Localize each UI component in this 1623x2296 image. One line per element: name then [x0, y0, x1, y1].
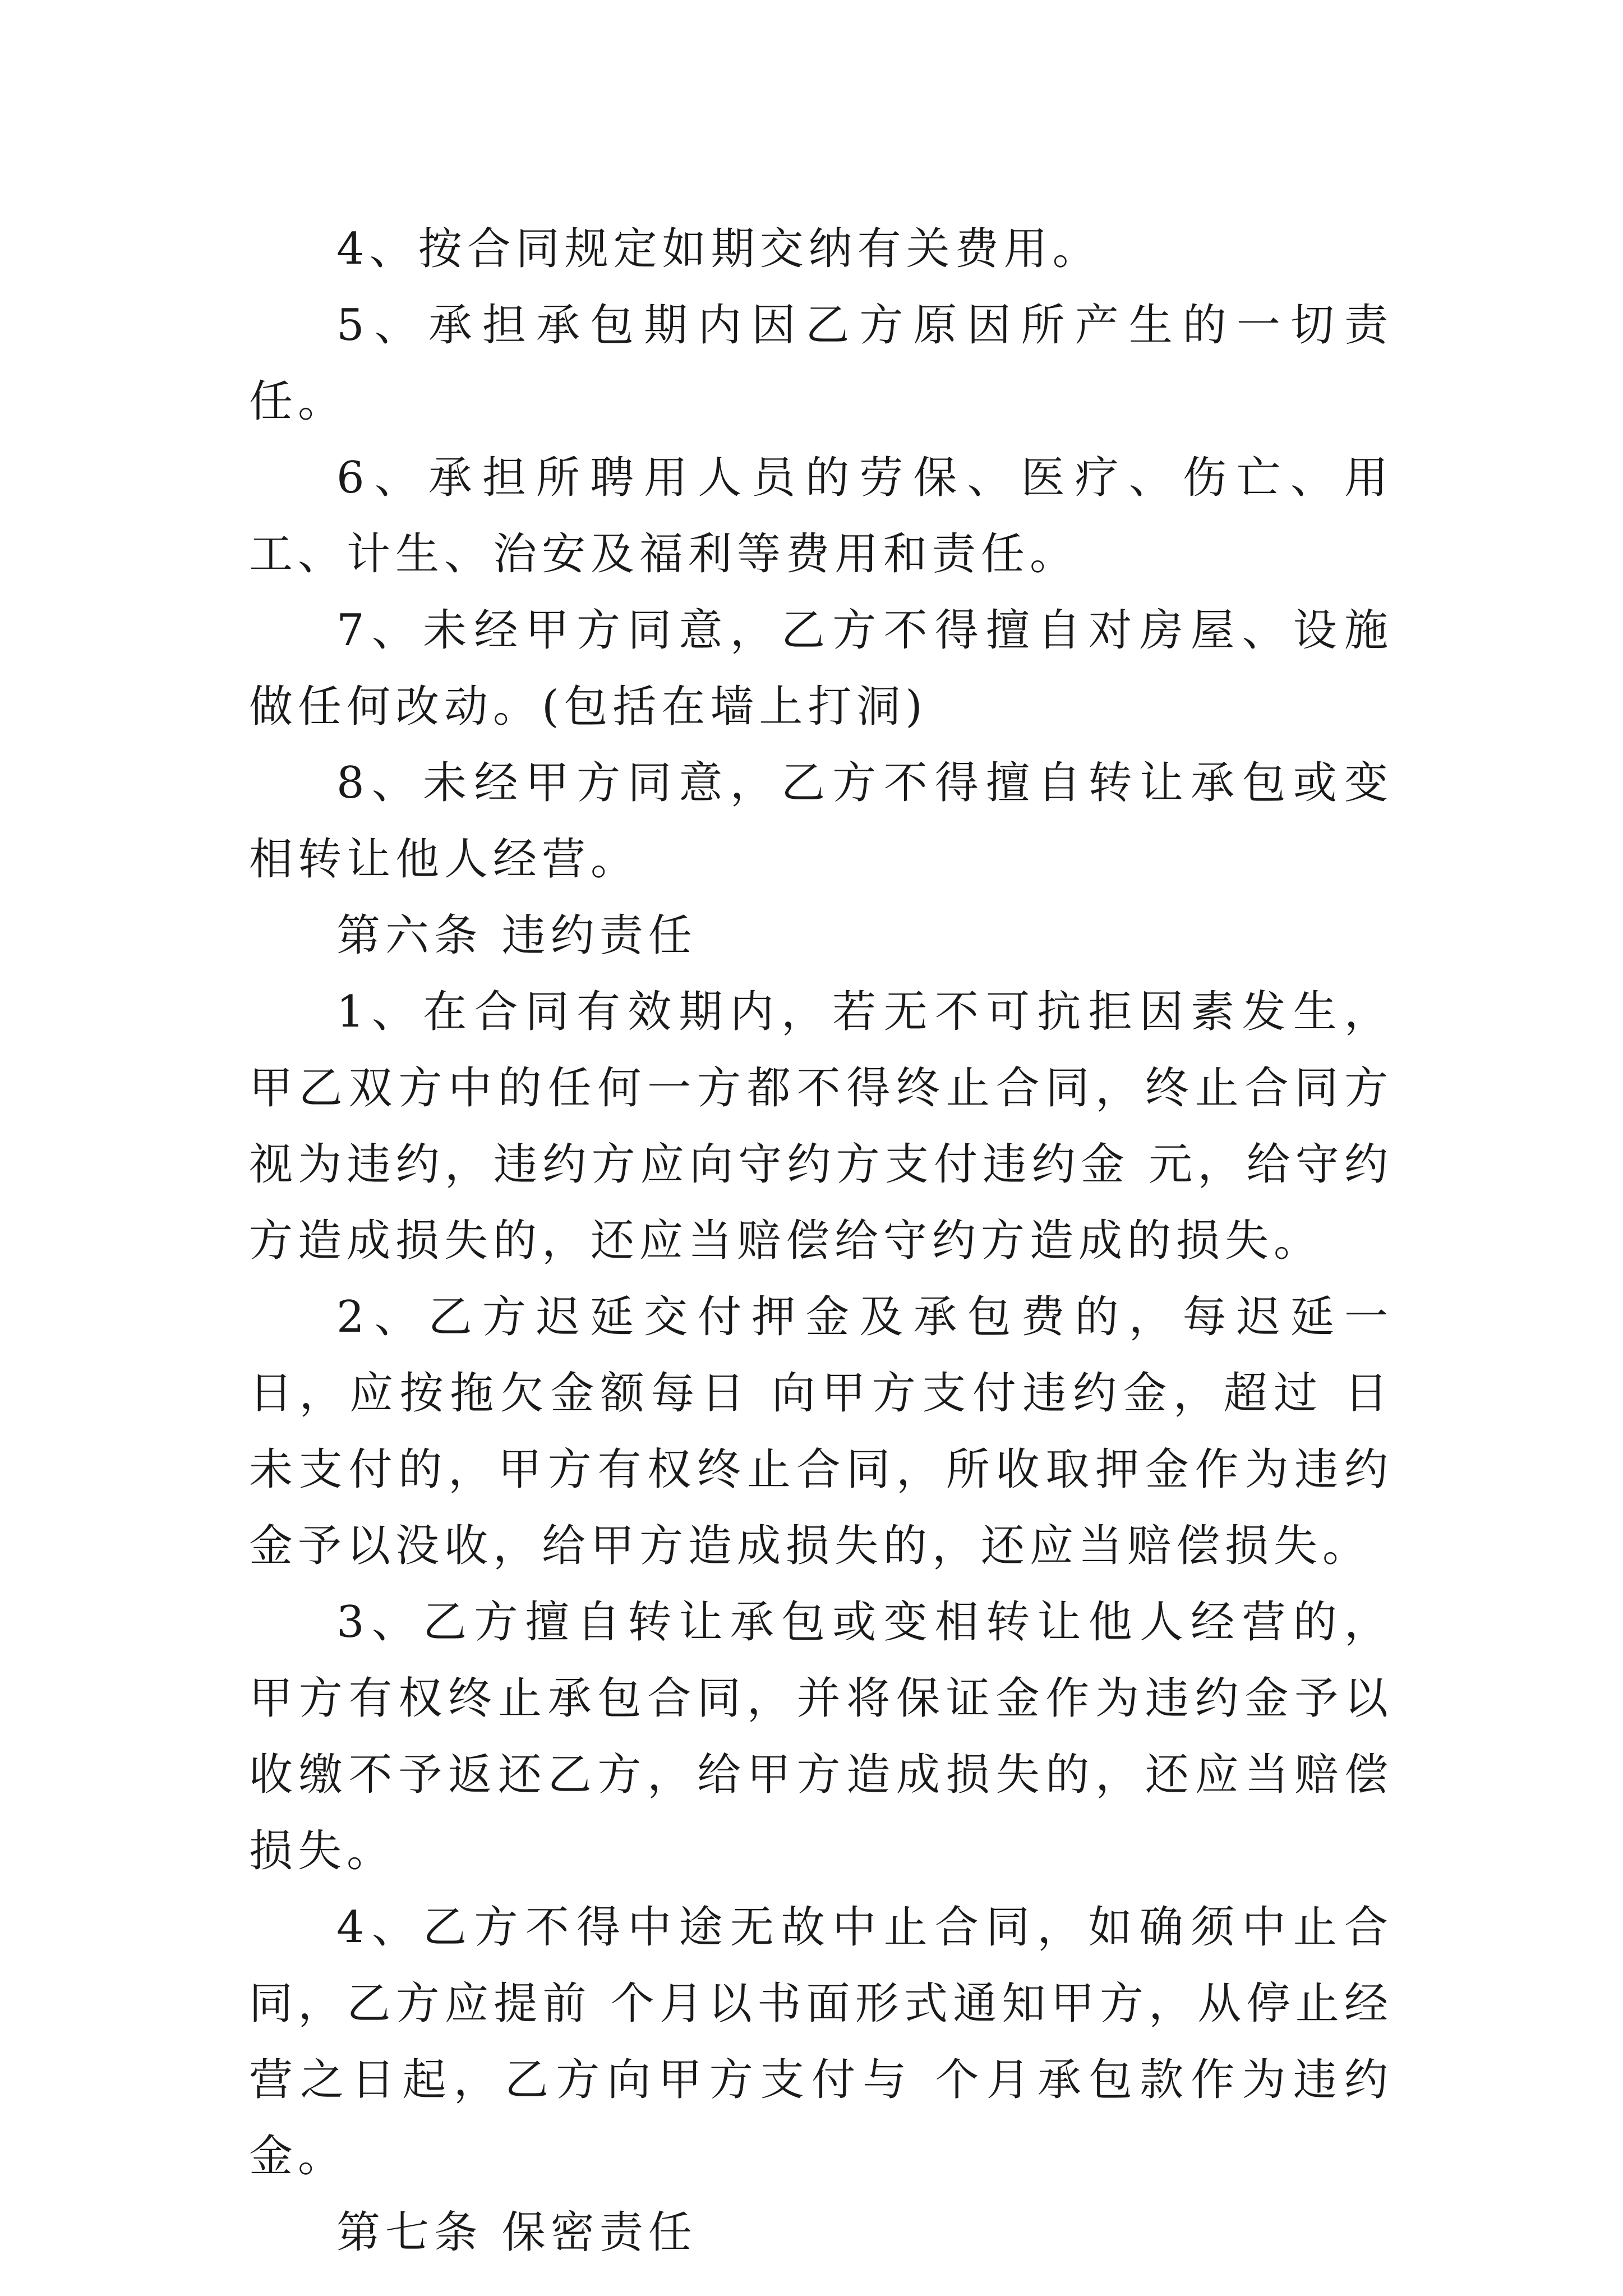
- breach-clause-3: 3、乙方擅自转让承包或变相转让他人经营的，甲方有权终止承包合同，并将保证金作为违约金予以收缴不予返还乙方，给甲方造成损失的，还应当赔偿损失。: [249, 1597, 1393, 1876]
- article-6-heading: 第六条 违约责任: [336, 910, 697, 961]
- clause-5-liability: 5、承担承包期内因乙方原因所产生的一切责任。: [249, 300, 1393, 427]
- article-7-heading: 第七条 保密责任: [336, 2207, 697, 2258]
- clause-7-no-alteration: 7、未经甲方同意，乙方不得擅自对房屋、设施做任何改动。(包括在墙上打洞): [249, 605, 1393, 732]
- clause-6-staff-costs: 6、承担所聘用人员的劳保、医疗、伤亡、用工、计生、治安及福利等费用和责任。: [249, 453, 1393, 579]
- clause-4-fees: 4、按合同规定如期交纳有关费用。: [336, 224, 1101, 274]
- document-body: [249, 211, 1393, 2271]
- clause-8-no-transfer: 8、未经甲方同意，乙方不得擅自转让承包或变相转让他人经营。: [249, 758, 1393, 885]
- breach-clause-2: 2、乙方迟延交付押金及承包费的，每迟延一日，应按拖欠金额每日 向甲方支付违约金，超过 日未支付的，甲方有权终止合同，所收取押金作为违约金予以没收，给甲方造成损失的，还应当赔偿损失。: [249, 1292, 1393, 1571]
- breach-clause-4: 4、乙方不得中途无故中止合同，如确须中止合同，乙方应提前 个月以书面形式通知甲方，从停止经营之日起，乙方向甲方支付与 个月承包款作为违约金。: [249, 1902, 1393, 2182]
- breach-clause-1: 1、在合同有效期内，若无不可抗拒因素发生，甲乙双方中的任何一方都不得终止合同，终止合同方视为违约，违约方应向守约方支付违约金 元，给守约方造成损失的，还应当赔偿给守约方造成的损失。: [249, 987, 1393, 1266]
